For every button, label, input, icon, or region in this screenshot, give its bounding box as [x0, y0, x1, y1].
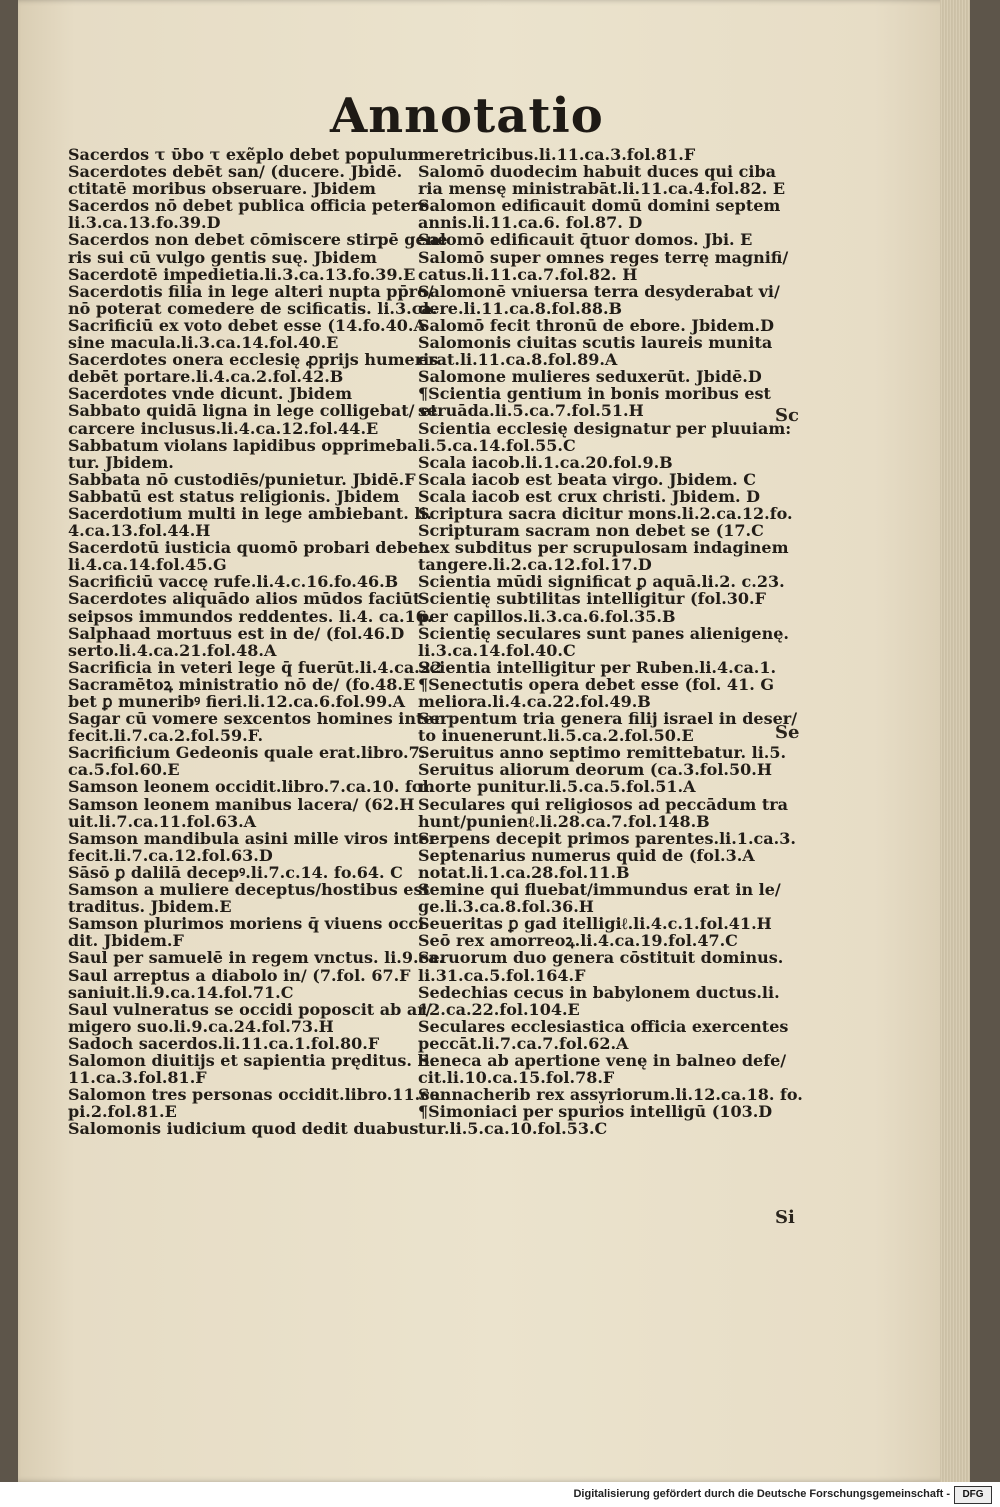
index-line: Septenarius numerus quid de (fol.3.A — [418, 845, 755, 865]
index-line: Saul per samuelē in regem vnctus. li.9.ca. — [68, 948, 445, 968]
index-line: Scientia intelligitur per Ruben.li.4.ca.1. — [418, 657, 777, 677]
index-line: seruāda.li.5.ca.7.fol.51.H — [418, 401, 644, 421]
index-line: 4.ca.13.fol.44.H — [68, 521, 211, 541]
index-line: Samson plurimos moriens q̄ viuens occi — [68, 914, 425, 934]
index-line: Scientia ecclesię designatur per pluuiam: — [418, 418, 792, 438]
footer-bar — [0, 1482, 1000, 1507]
index-line: seipsos immundos reddentes. li.4. ca.16. — [68, 606, 433, 626]
right-column — [418, 145, 803, 1139]
index-line: Salomō duodecim habuit duces qui ciba — [418, 162, 777, 182]
index-line: tangere.li.2.ca.12.fol.17.D — [418, 555, 652, 575]
index-line: Samson a muliere deceptus/hostibus est — [68, 880, 430, 900]
index-line: Salomō fecit thronū de ebore. Jbidem.D — [418, 315, 774, 335]
index-line: Scriptura sacra dicitur mons.li.2.ca.12.fo. — [418, 503, 793, 523]
index-line: pi.2.fol.81.E — [68, 1102, 177, 1122]
index-line: meliora.li.4.ca.22.fol.49.B — [418, 692, 651, 711]
index-line: Scientia mūdi significat ꝑ aquā.li.2. c.23. — [418, 572, 785, 592]
index-line: Samson leonem occidit.libro.7.ca.10. fol. — [68, 777, 435, 797]
index-line: li.3.ca.13.fo.39.D — [68, 213, 221, 233]
index-line: ¶Senectutis opera debet esse (fol. 41. G — [418, 674, 774, 694]
index-line: Sabbato quidā ligna in lege colligebat/ et — [68, 401, 438, 421]
index-line: Samson leonem manibus lacera/ (62.H — [68, 794, 415, 814]
index-line: fecit.li.7.ca.12.fol.63.D — [68, 845, 273, 865]
index-line: uit.li.7.ca.11.fol.63.A — [68, 811, 257, 831]
index-line: Sacerdotes aliquādo alios mūdos faciūt — [68, 589, 421, 609]
index-line: Sacramētoꝝ ministratio nō de/ (fo.48.E — [68, 674, 416, 694]
index-line: Scala iacob.li.1.ca.20.fol.9.B — [418, 452, 673, 472]
index-line: Sacerdotium multi in lege ambiebant. li. — [68, 503, 433, 523]
index-line: li.5.ca.14.fol.55.C — [418, 435, 576, 455]
index-line: Sadoch sacerdos.li.11.ca.1.fol.80.F — [68, 1033, 380, 1053]
index-line: Sacerdotes vnde dicunt. Jbidem — [68, 384, 353, 404]
index-line: migero suo.li.9.ca.24.fol.73.H — [68, 1016, 334, 1036]
index-line: catus.li.11.ca.7.fol.82. H — [418, 264, 638, 284]
index-line: Sacrificium Gedeonis quale erat.libro.7. — [68, 743, 426, 763]
index-line: tur. Jbidem. — [68, 452, 174, 472]
index-line: Sacerdos nō debet publica officia petere. — [68, 196, 435, 216]
margin-note-sc: Sc — [775, 405, 799, 426]
index-line: Seruitus aliorum deorum (ca.3.fol.50.H — [418, 760, 772, 780]
index-line: Scientię subtilitas intelligitur (fol.30.F — [418, 589, 766, 609]
index-line: Seculares ecclesiastica officia exercentes — [418, 1016, 789, 1036]
index-line: Sacrificia in veteri lege q̄ fuerūt.li.4.ca.22 — [68, 657, 443, 677]
index-line: dit. Jbidem.F — [68, 931, 184, 951]
index-line: Samson mandibula asini mille viros inter — [68, 828, 438, 848]
index-line: Scientię seculares sunt panes alienigenę. — [418, 623, 789, 643]
index-line: notat.li.1.ca.28.fol.11.B — [418, 862, 630, 882]
page-edges — [940, 0, 970, 1482]
index-line: 11.ca.3.fol.81.F — [68, 1068, 207, 1088]
index-line: carcere inclusus.li.4.ca.12.fol.44.E — [68, 418, 379, 438]
index-line: 12.ca.22.fol.104.E — [418, 999, 580, 1019]
index-line: dere.li.11.ca.8.fol.88.B — [418, 298, 623, 318]
index-line: li.31.ca.5.fol.164.F — [418, 965, 586, 985]
index-line: Salphaad mortuus est in de/ (fol.46.D — [68, 623, 405, 643]
index-line: cit.li.10.ca.15.fol.78.F — [418, 1068, 615, 1088]
page-heading: Annotatio — [330, 88, 604, 144]
index-line: Scripturam sacram non debet se (17.C — [418, 521, 764, 541]
index-line: per capillos.li.3.ca.6.fol.35.B — [418, 606, 676, 626]
index-line: ge.li.3.ca.8.fol.36.H — [418, 897, 594, 917]
index-line: Seueritas ꝑ gad itelligiℓ.li.4.c.1.fol.41.H — [418, 914, 772, 934]
index-line: nex subditus per scrupulosam indaginem — [418, 538, 789, 558]
index-line: Salomō edificauit q̄tuor domos. Jbi. E — [418, 230, 753, 250]
margin-note-se: Se — [775, 722, 800, 743]
index-line: Salomon tres personas occidit.libro.11.ca — [68, 1085, 441, 1105]
index-line: debēt portare.li.4.ca.2.fol.42.B — [68, 367, 344, 387]
index-line: Serpentum tria genera filij israel in deser/ — [418, 709, 798, 729]
index-line: ¶Scientia gentium in bonis moribus est — [418, 384, 771, 404]
index-line: ctitatē moribus obseruare. Jbidem — [68, 179, 376, 199]
index-line: Sedechias cecus in babylonem ductus.li. — [418, 982, 780, 1002]
index-line: Scala iacob est crux christi. Jbidem. D — [418, 486, 761, 506]
index-line: Serpens decepit primos parentes.li.1.ca.3. — [418, 828, 796, 848]
index-line: fecit.li.7.ca.2.fol.59.F. — [68, 726, 264, 746]
index-line: ris sui cū vulgo gentis suę. Jbidem — [68, 247, 377, 267]
index-line: Sabbata nō custodiēs/punietur. Jbidē.F — [68, 469, 416, 489]
index-line: to inuenerunt.li.5.ca.2.fol.50.E — [418, 726, 694, 746]
index-line: Seruitus anno septimo remittebatur. li.5. — [418, 743, 787, 763]
index-line: Sennacherib rex assyriorum.li.12.ca.18. fo. — [418, 1085, 803, 1105]
index-line: Sabbatū est status religionis. Jbidem — [68, 486, 400, 506]
index-line: Sacerdos τ ῡbo τ exẽplo debet populum — [68, 145, 425, 164]
index-line: nō poterat comedere de scificatis. li.3.ca. — [68, 298, 438, 318]
index-line: Sāsō ꝑ dalilā decepꝰ.li.7.c.14. fo.64. C — [68, 862, 403, 882]
index-line: Saul arreptus a diabolo in/ (7.fol. 67.F — [68, 965, 411, 985]
index-line: li.4.ca.14.fol.45.G — [68, 555, 227, 575]
index-line: Sacerdos non debet cōmiscere stirpē gene — [68, 230, 448, 250]
index-line: meretricibus.li.11.ca.3.fol.81.F — [418, 145, 696, 164]
index-line: Salomonis ciuitas scutis laureis munita — [418, 333, 773, 353]
index-line: Seneca ab apertione venę in balneo defe/ — [418, 1050, 787, 1070]
margin-note-si: Si — [775, 1207, 795, 1228]
index-line: Saul vulneratus se occidi poposcit ab ar/ — [68, 999, 432, 1019]
index-line: Seō rex amorreoꝝ.li.4.ca.19.fol.47.C — [418, 931, 738, 951]
index-line: saniuit.li.9.ca.14.fol.71.C — [68, 982, 294, 1002]
index-line: ca.5.fol.60.E — [68, 760, 180, 780]
index-line: Sacerdotis filia in lege alteri nupta pp̄ro/ — [68, 281, 434, 301]
footer-credit: Digitalisierung gefördert durch die Deutsche Forschungsgemeinschaft - — [573, 1488, 950, 1500]
index-line: Sacrificiū vaccę rufe.li.4.c.16.fo.46.B — [68, 572, 399, 592]
index-line: Sacrificiū ex voto debet esse (14.fo.40.A — [68, 315, 426, 335]
index-line: Sacerdotū iusticia quomō probari debet. — [68, 538, 431, 558]
left-column — [68, 145, 448, 1139]
index-line: Sacerdotes debēt san/ (ducere. Jbidē. — [68, 162, 403, 182]
index-line: Sacerdotes onera ecclesię ꝓprijs humeris — [68, 350, 439, 370]
index-line: peccāt.li.7.ca.7.fol.62.A — [418, 1033, 629, 1053]
index-line: Salomonis iudicium quod dedit duabus — [68, 1119, 419, 1139]
index-line: tur.li.5.ca.10.fol.53.C — [418, 1119, 608, 1139]
index-line: serto.li.4.ca.21.fol.48.A — [68, 640, 277, 660]
index-line: hunt/punienℓ.li.28.ca.7.fol.148.B — [418, 811, 710, 831]
index-line: annis.li.11.ca.6. fol.87. D — [418, 213, 643, 233]
index-line: Salomon edificauit domū domini septem — [418, 196, 781, 216]
index-line: Salomon diuitijs et sapientia pręditus. li. — [68, 1050, 436, 1070]
index-line: ria mensę ministrabāt.li.11.ca.4.fol.82. E — [418, 179, 786, 199]
index-line: Salomonē vniuersa terra desyderabat vi/ — [418, 281, 780, 301]
index-line: Sagar cū vomere sexcentos homines inter — [68, 709, 443, 729]
index-line: Sacerdotē impedietia.li.3.ca.13.fo.39.E — [68, 264, 416, 284]
index-line: bet ꝑ muneribꝰ fieri.li.12.ca.6.fol.99.A — [68, 692, 406, 711]
index-line: Seruorum duo genera cōstituit dominus. — [418, 948, 784, 968]
index-line: Sabbatum violans lapidibus opprimeba — [68, 435, 418, 455]
index-line: erat.li.11.ca.8.fol.89.A — [418, 350, 618, 370]
index-line: traditus. Jbidem.E — [68, 897, 232, 917]
index-line: Scala iacob est beata virgo. Jbidem. C — [418, 469, 757, 489]
index-line: Salomō super omnes reges terrę magnifi/ — [418, 247, 789, 267]
index-line: sine macula.li.3.ca.14.fol.40.E — [68, 333, 339, 353]
index-line: morte punitur.li.5.ca.5.fol.51.A — [418, 777, 696, 797]
dfg-logo: DFG — [954, 1486, 992, 1504]
index-line: ¶Simoniaci per spurios intelligū (103.D — [418, 1102, 773, 1122]
index-line: Semine qui fluebat/immundus erat in le/ — [418, 880, 781, 900]
index-line: li.3.ca.14.fol.40.C — [418, 640, 576, 660]
index-line: Seculares qui religiosos ad peccādum tra — [418, 794, 789, 814]
index-line: Salomone mulieres seduxerūt. Jbidē.D — [418, 367, 762, 387]
